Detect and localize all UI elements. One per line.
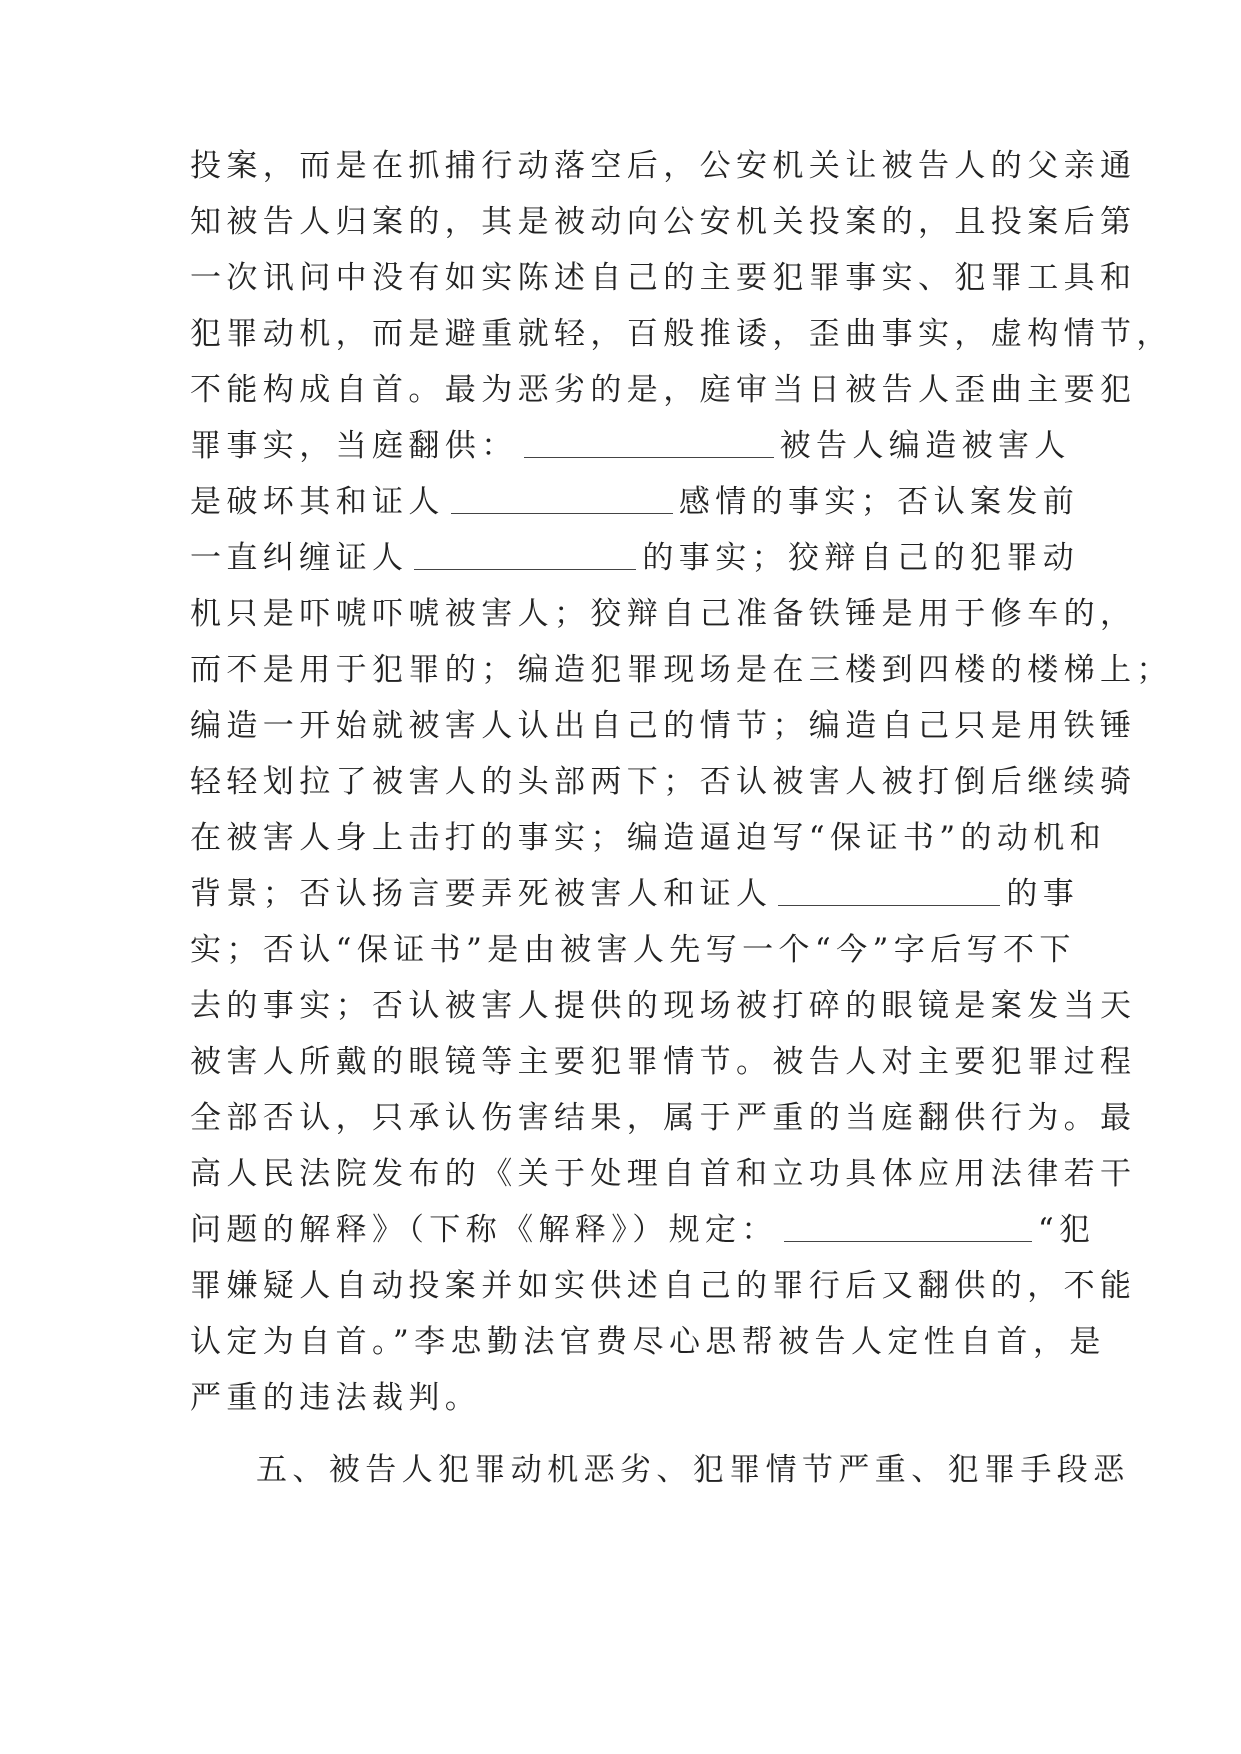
text-segment: 被告人编造被害人 [779, 428, 1071, 464]
text-line: 罪嫌疑人自动投案并如实供述自己的罪行后又翻供的，不能 [190, 1268, 1137, 1304]
text-segment: 背景；否认扬言要弄死被害人和证人 [190, 876, 773, 912]
text-line: 实；否认“保证书”是由被害人先写一个“今”字后写不下 [190, 932, 1076, 968]
text-segment: 感情的事实；否认案发前 [678, 484, 1080, 520]
section-heading-line: 五、被告人犯罪动机恶劣、犯罪情节严重、犯罪手段恶 [256, 1452, 1130, 1488]
fill-in-blank [778, 875, 1000, 906]
text-line [190, 529, 1090, 587]
text-segment: 罪事实，当庭翻供： [190, 428, 518, 464]
text-segment: “犯 [1037, 1212, 1096, 1248]
text-segment: 问题的解释》（下称《解释》）规定： [190, 1212, 778, 1248]
fill-in-blank [451, 483, 673, 514]
text-line [190, 1201, 1096, 1259]
text-line: 轻轻划拉了被害人的头部两下；否认被害人被打倒后继续骑 [190, 764, 1137, 800]
text-line [190, 417, 1090, 475]
fill-in-blank [414, 539, 636, 570]
text-line: 知被告人归案的，其是被动向公安机关投案的，且投案后第 [190, 204, 1137, 240]
text-line: 被害人所戴的眼镜等主要犯罪情节。被告人对主要犯罪过程 [190, 1044, 1137, 1080]
text-line: 犯罪动机，而是避重就轻，百般推诿，歪曲事实，虚构情节， [190, 316, 1173, 352]
text-line: 严重的违法裁判。 [190, 1380, 482, 1416]
text-line: 编造一开始就被害人认出自己的情节；编造自己只是用铁锤 [190, 708, 1137, 744]
text-line: 投案，而是在抓捕行动落空后，公安机关让被告人的父亲通 [190, 148, 1137, 184]
text-segment: 一直纠缠证人 [190, 540, 409, 576]
text-line: 认定为自首。”李忠勤法官费尽心思帮被告人定性自首，是 [190, 1324, 1106, 1360]
text-line: 不能构成自首。最为恶劣的是，庭审当日被告人歪曲主要犯 [190, 372, 1137, 408]
text-segment: 是破坏其和证人 [190, 484, 445, 520]
text-line: 高人民法院发布的《关于处理自首和立功具体应用法律若干 [190, 1156, 1137, 1192]
text-line [190, 865, 1090, 923]
text-line: 全部否认，只承认伤害结果，属于严重的当庭翻供行为。最 [190, 1100, 1137, 1136]
text-line: 而不是用于犯罪的；编造犯罪现场是在三楼到四楼的楼梯上； [190, 652, 1173, 688]
text-line: 在被害人身上击打的事实；编造逼迫写“保证书”的动机和 [190, 820, 1107, 856]
fill-in-blank [524, 427, 774, 458]
text-segment: 的事 [1006, 876, 1080, 912]
fill-in-blank [784, 1211, 1032, 1242]
text-line: 机只是吓唬吓唬被害人；狡辩自己准备铁锤是用于修车的， [190, 596, 1137, 632]
text-line [190, 473, 1090, 531]
text-line: 一次讯问中没有如实陈述自己的主要犯罪事实、犯罪工具和 [190, 260, 1137, 296]
text-line: 去的事实；否认被害人提供的现场被打碎的眼镜是案发当天 [190, 988, 1137, 1024]
text-segment: 的事实；狡辩自己的犯罪动 [642, 540, 1080, 576]
